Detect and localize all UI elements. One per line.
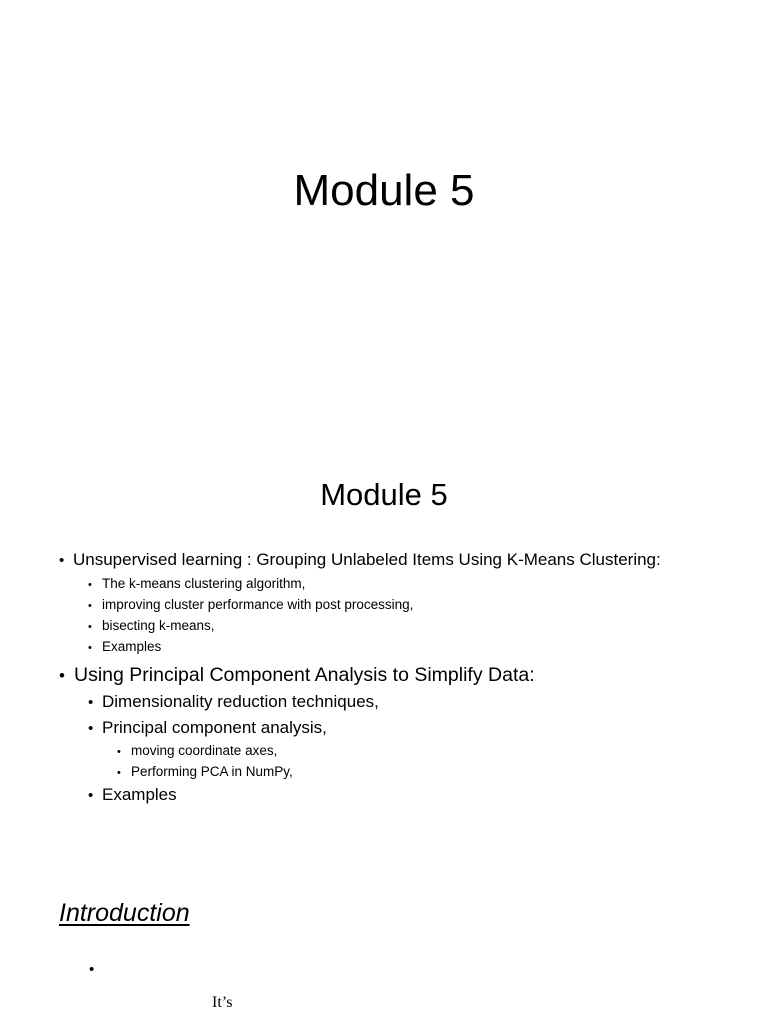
sub-sub-bullet-text: Performing PCA in NumPy,: [131, 764, 293, 779]
bullet-pca: [59, 662, 535, 689]
bullet-text: Unsupervised learning : Grouping Unlabeled Items Using K-Means Clustering:: [73, 550, 661, 569]
sub-sub-bullet-text: moving coordinate axes,: [131, 743, 278, 758]
bullet-dot: •: [88, 694, 94, 711]
sub-bullet-bisecting-kmeans: [88, 616, 215, 637]
introduction-heading: Introduction: [59, 899, 190, 927]
bullet-dot: •: [117, 746, 121, 758]
sub-bullet-principal-component-analysis: [88, 716, 327, 741]
bullet-dot: •: [117, 767, 121, 779]
sub-sub-bullet-moving-axes: [117, 741, 277, 762]
intro-bullet: •: [89, 961, 95, 978]
sub-bullet-improving-cluster: [88, 595, 413, 616]
sub-bullet-text: Principal component analysis,: [102, 718, 327, 737]
sub-bullet-text: Dimensionality reduction techniques,: [102, 692, 379, 711]
bullet-dot: •: [88, 720, 94, 737]
bullet-dot: •: [88, 642, 92, 654]
sub-bullet-kmeans-algorithm: [88, 574, 305, 595]
sub-bullet-examples-1: [88, 637, 161, 658]
bullet-dot: •: [59, 552, 65, 569]
sub-bullet-examples-2: [88, 783, 177, 808]
sub-bullet-dimensionality-reduction: [88, 690, 379, 715]
slide1-title: Module 5: [293, 166, 475, 215]
bullet-text: Using Principal Component Analysis to Simplify Data:: [74, 664, 535, 686]
sub-bullet-text: Examples: [102, 785, 177, 804]
sub-bullet-text: improving cluster performance with post processing,: [102, 597, 414, 612]
bullet-dot: •: [59, 666, 65, 685]
bullet-dot: •: [88, 579, 92, 591]
bullet-dot: •: [88, 787, 94, 804]
sub-bullet-text: bisecting k-means,: [102, 618, 215, 633]
intro-text: It’s: [212, 994, 233, 1011]
bullet-dot: •: [88, 600, 92, 612]
bullet-dot: •: [88, 621, 92, 633]
sub-bullet-text: The k-means clustering algorithm,: [102, 576, 306, 591]
sub-bullet-text: Examples: [102, 639, 162, 654]
slide2-title: Module 5: [320, 477, 448, 512]
sub-sub-bullet-pca-numpy: [117, 762, 293, 783]
bullet-unsupervised-learning: [59, 549, 661, 572]
